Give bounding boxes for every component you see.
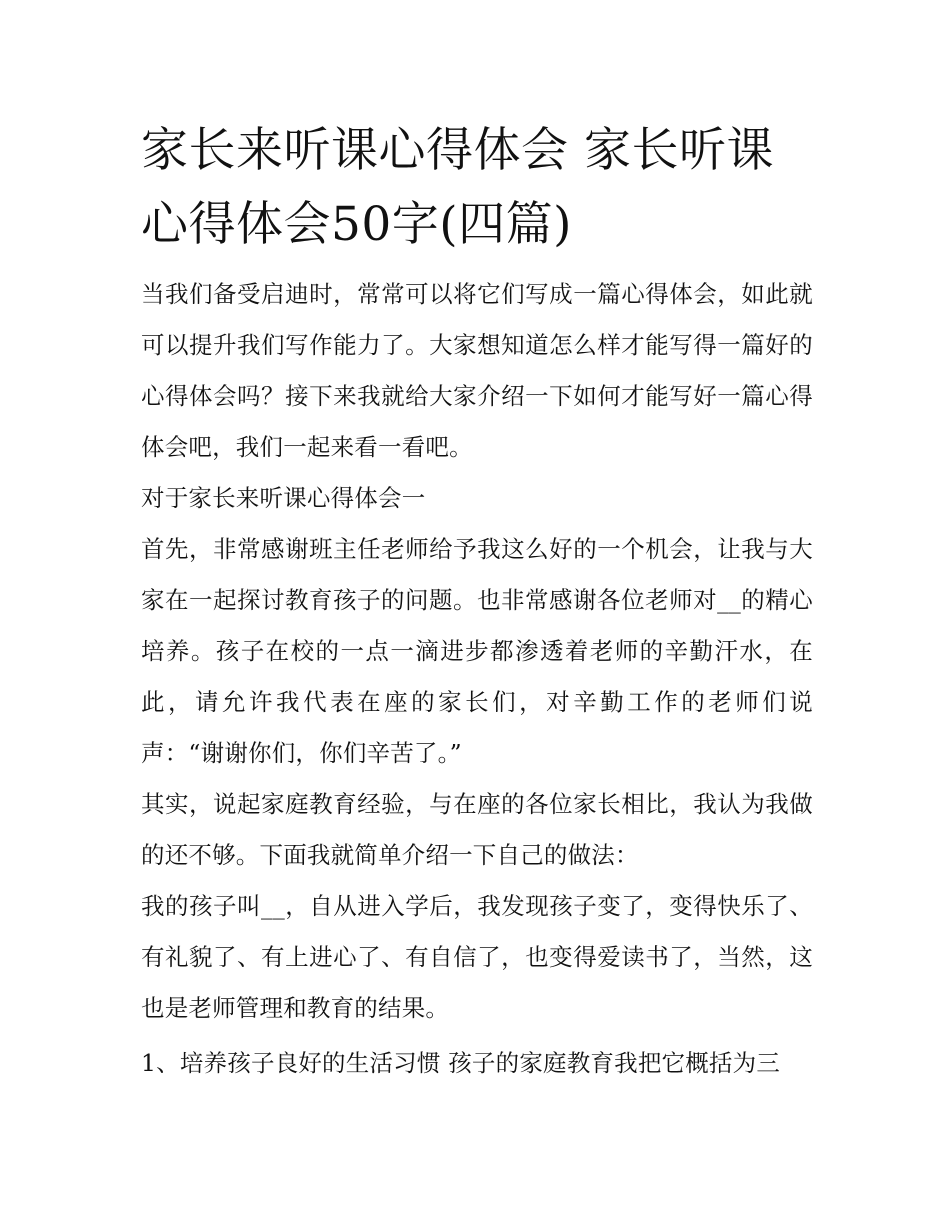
document-body <box>141 114 813 1089</box>
paragraph-child: 我的孩子叫__，自从进入学后，我发现孩子变了，变得快乐了、有礼貌了、有上进心了、有自信了，也变得爱读书了，当然，这也是老师管理和教育的结果。 <box>141 892 813 1022</box>
paragraph-experience: 其实，说起家庭教育经验，与在座的各位家长相比，我认为我做的还不够。下面我就简单介绍一下自己的做法： <box>141 790 813 869</box>
document-title: 家长来听课心得体会 家长听课心得体会50字(四篇) <box>141 123 774 252</box>
paragraph-intro: 当我们备受启迪时，常常可以将它们写成一篇心得体会，如此就可以提升我们写作能力了。大家想知道怎么样才能写得一篇好的心得体会吗？接下来我就给大家介绍一下如何才能写好一篇心得体会吧，我们一起来看一看吧。 <box>141 280 813 461</box>
paragraph-thanks: 首先，非常感谢班主任老师给予我这么好的一个机会，让我与大家在一起探讨教育孩子的问题。也非常感谢各位老师对__的精心培养。孩子在校的一点一滴进步都渗透着老师的辛勤汗水，在此，请允许我代表在座的家长们，对辛勤工作的老师们说声：“谢谢你们，你们辛苦了。” <box>141 535 813 767</box>
paragraph-habits: 1、培养孩子良好的生活习惯 孩子的家庭教育我把它概括为三 <box>141 1049 781 1077</box>
section-heading-one: 对于家长来听课心得体会一 <box>141 484 426 512</box>
